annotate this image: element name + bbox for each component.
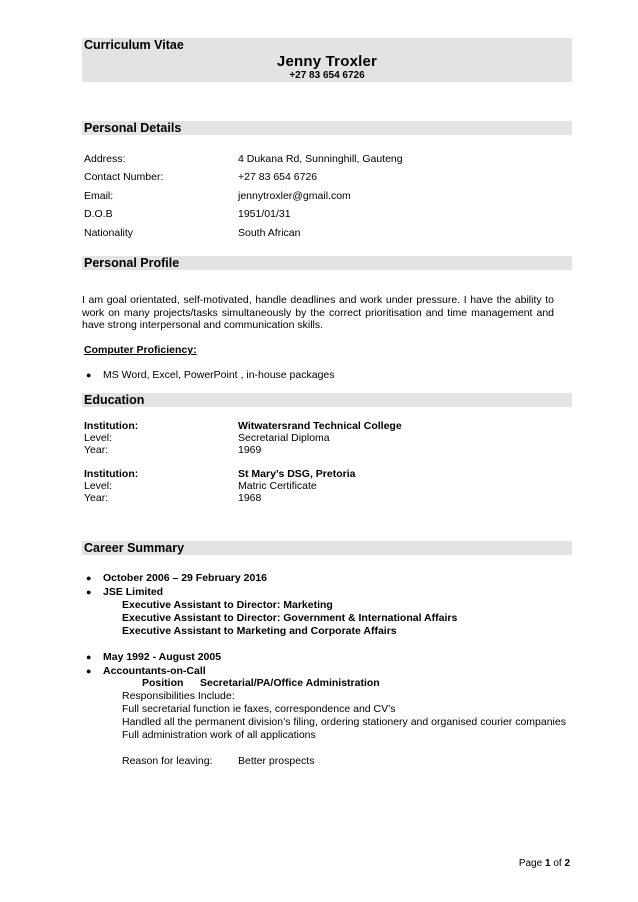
of-word: of	[553, 858, 562, 869]
detail-label-address: Address:	[84, 153, 126, 165]
reason-for-leaving-label: Reason for leaving:	[122, 755, 213, 767]
profile-paragraph: I am goal orientated, self-motivated, handle deadlines and work under pressure. I have the ability to work on many projects/tasks simultaneously by the correct prioritisation and time management and have strong interpersonal and communication skills.	[82, 294, 554, 331]
detail-value-email: jennytroxler@gmail.com	[238, 190, 351, 202]
computer-skill-item: MS Word, Excel, PowerPoint , in-house packages	[103, 369, 335, 381]
detail-label-email: Email:	[84, 190, 114, 202]
bullet-icon: ●	[86, 666, 92, 676]
job-dates: May 1992 - August 2005	[103, 651, 222, 663]
edu-year-value: 1968	[238, 492, 262, 504]
reason-for-leaving-value: Better prospects	[238, 755, 315, 767]
edu-year-value: 1969	[238, 444, 262, 456]
edu-year-label: Year:	[84, 492, 109, 504]
section-career-summary: Career Summary	[82, 541, 572, 555]
section-personal-profile: Personal Profile	[82, 256, 572, 270]
job-role: Executive Assistant to Director: Government & International Affairs	[122, 612, 458, 624]
responsibility-item: Full secretarial function ie faxes, correspondence and CV’s	[122, 703, 396, 715]
job-role: Executive Assistant to Director: Marketing	[122, 599, 333, 611]
detail-label-nationality: Nationality	[84, 227, 134, 239]
edu-level-label: Level:	[84, 480, 113, 492]
section-education: Education	[82, 393, 572, 407]
document-title: Curriculum Vitae	[84, 38, 184, 52]
computer-proficiency-heading: Computer Proficiency:	[84, 344, 197, 356]
job-company: JSE Limited	[103, 586, 164, 598]
edu-inst-value: Witwatersrand Technical College	[238, 420, 402, 432]
candidate-phone: +27 83 654 6726	[289, 70, 365, 81]
detail-label-dob: D.O.B	[84, 208, 113, 220]
detail-value-address: 4 Dukana Rd, Sunninghill, Gauteng	[238, 153, 403, 165]
job-dates: October 2006 – 29 February 2016	[103, 572, 268, 584]
responsibility-item: Handled all the permanent division’s filing, ordering stationery and organised courier companies	[122, 716, 566, 728]
candidate-name: Jenny Troxler	[276, 53, 378, 70]
edu-inst-label: Institution:	[84, 420, 139, 432]
detail-value-nationality: South African	[238, 227, 301, 239]
edu-level-value: Secretarial Diploma	[238, 432, 330, 444]
bullet-icon: ●	[86, 587, 92, 597]
job-position-label: Position	[142, 677, 184, 689]
job-role: Executive Assistant to Marketing and Corporate Affairs	[122, 625, 397, 637]
responsibilities-heading: Responsibilities Include:	[122, 690, 235, 702]
detail-label-contact: Contact Number:	[84, 171, 164, 183]
bullet-icon: ●	[86, 573, 92, 583]
edu-inst-label: Institution:	[84, 468, 139, 480]
job-company: Accountants-on-Call	[103, 665, 206, 677]
detail-value-contact: +27 83 654 6726	[238, 171, 318, 183]
edu-level-value: Matric Certificate	[238, 480, 317, 492]
bullet-icon: ●	[86, 370, 92, 380]
bullet-icon: ●	[86, 652, 92, 662]
edu-level-label: Level:	[84, 432, 113, 444]
job-position-value: Secretarial/PA/Office Administration	[200, 677, 380, 689]
page-footer	[519, 858, 570, 869]
detail-value-dob: 1951/01/31	[238, 208, 291, 220]
page-total: 2	[564, 858, 570, 869]
page-number: 1	[544, 858, 551, 869]
responsibility-item: Full administration work of all applications	[122, 729, 316, 741]
section-personal-details: Personal Details	[82, 121, 572, 135]
edu-year-label: Year:	[84, 444, 109, 456]
edu-inst-value: St Mary’s DSG, Pretoria	[238, 468, 356, 480]
cv-header	[82, 38, 572, 82]
page-word: Page	[518, 858, 543, 869]
